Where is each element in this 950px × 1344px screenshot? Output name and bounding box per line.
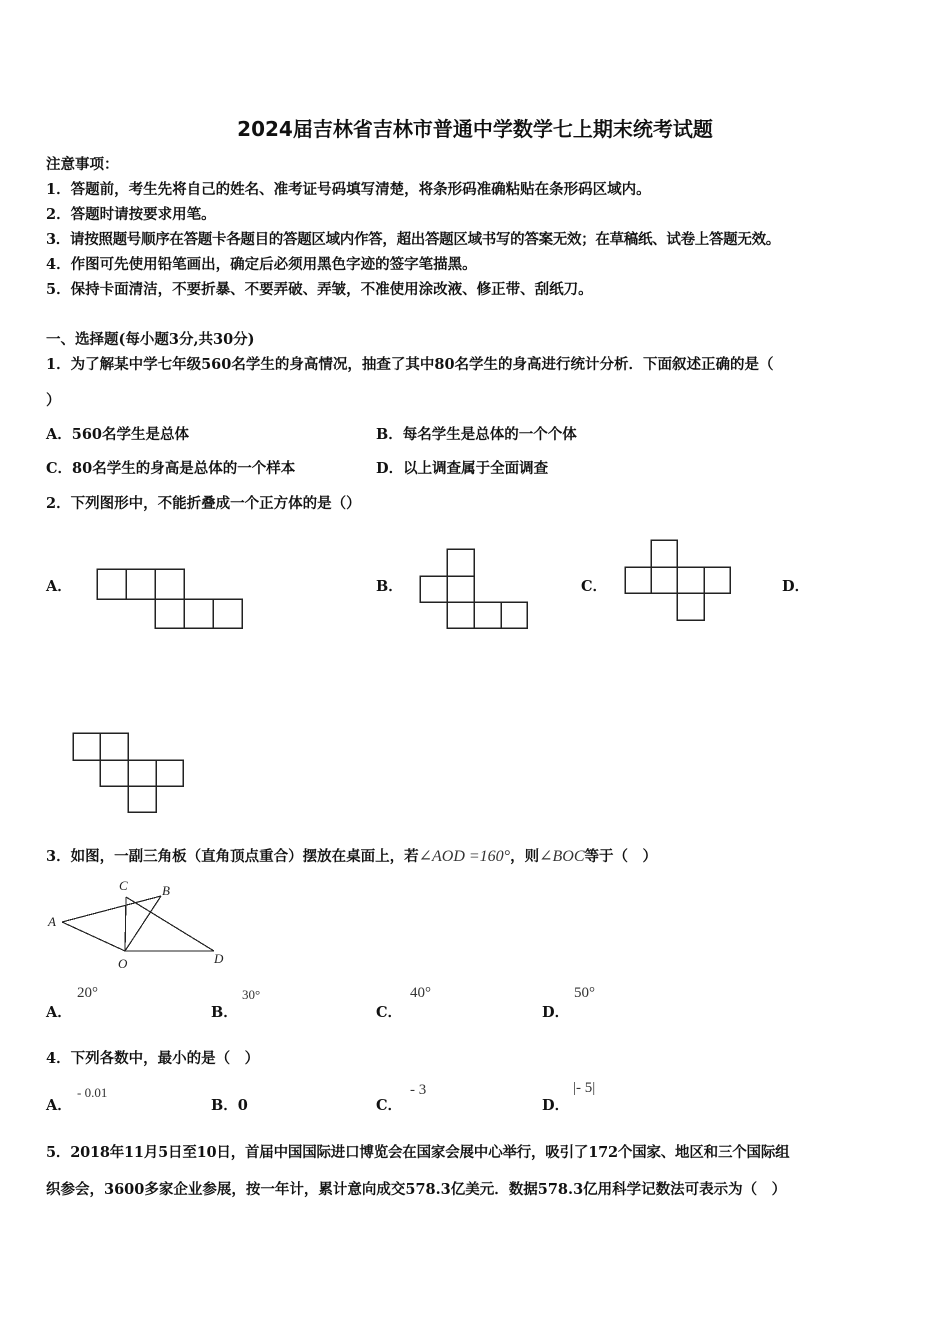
section-heading: 一、选择题(每小题3分,共30分) (46, 331, 255, 348)
cube-net-a-figure (94, 567, 246, 631)
q3-option-d: D． (542, 1004, 570, 1021)
fig-label-o: O (118, 956, 128, 971)
q4-option-c-value: - 3 (410, 1082, 427, 1098)
note-item-3: 3．请按照题号顺序在答题卡各题目的答题区域内作答，超出答题区域书写的答案无效；在草稿纸、试卷上答题无效。 (46, 231, 780, 248)
q3-option-a-value: 20° (77, 985, 98, 1001)
q1-option-d: D．以上调查属于全面调查 (376, 460, 549, 477)
q3-stem (46, 845, 657, 866)
q1-option-b: B．每名学生是总体的一个个体 (376, 426, 577, 443)
q5-line-1: 5．2018年11月5日至10日，首届中国国际进口博览会在国家会展中心举行，吸引了172个国家、地区和三个国际组 (46, 1144, 790, 1161)
q4-option-c: C． (376, 1097, 403, 1114)
note-item-1: 1．答题前，考生先将自己的姓名、准考证号码填写清楚，将条形码准确粘贴在条形码区域内。 (46, 181, 651, 198)
fig-label-d: D (214, 951, 224, 966)
q4-option-a: A． (46, 1097, 72, 1114)
notes-heading: 注意事项： (46, 156, 119, 173)
q2-option-d: D． (782, 578, 810, 595)
q1-stem: 1．为了解某中学七年级560名学生的身高情况，抽查了其中80名学生的身高进行统计分析．下面叙述正确的是（ (46, 356, 774, 373)
q3-option-a: A． (46, 1004, 72, 1021)
cube-net-d-figure (70, 730, 188, 814)
q4-option-a-value: - 0.01 (77, 1085, 108, 1100)
q3-option-c-value: 40° (410, 985, 431, 1001)
q1-option-a: A．560名学生是总体 (46, 426, 190, 443)
q2-option-a: A． (46, 578, 72, 595)
q2-option-c: C． (581, 578, 608, 595)
q5-line-2: 织参会，3600多家企业参展，按一年计，累计意向成交578.3亿美元．数据578.3亿用科学记数法可表示为（ ） (46, 1181, 787, 1198)
q3-angle-aod: ∠AOD =160° (418, 848, 511, 865)
q3-triangle-figure (44, 875, 234, 975)
note-item-5: 5．保持卡面清洁，不要折暴、不要弄破、弄皱，不准使用涂改液、修正带、刮纸刀。 (46, 281, 593, 298)
q4-option-d-value: |- 5| (573, 1080, 596, 1096)
q4-stem: 4．下列各数中，最小的是（ ） (46, 1050, 260, 1067)
q2-option-b: B． (376, 578, 403, 595)
cube-net-b-figure (418, 547, 530, 631)
fig-label-b: B (162, 883, 170, 898)
q1-option-c: C．80名学生的身高是总体的一个样本 (46, 460, 296, 477)
q3-option-b-value: 30° (242, 987, 261, 1002)
q1-stem-end: ） (46, 392, 61, 409)
note-item-2: 2．答题时请按要求用笔。 (46, 206, 216, 223)
q3-option-b: B． (211, 1004, 238, 1021)
cube-net-c-figure (622, 538, 734, 622)
q3-stem-mid: ，则 (510, 848, 540, 865)
q3-option-d-value: 50° (574, 985, 595, 1001)
q3-option-c: C． (376, 1004, 403, 1021)
q3-stem-post: 等于（ ） (584, 848, 657, 865)
fig-label-c: C (119, 878, 128, 893)
q3-stem-pre: 3．如图，一副三角板（直角顶点重合）摆放在桌面上，若 (46, 848, 419, 865)
q3-angle-boc: ∠BOC (539, 848, 585, 865)
note-item-4: 4．作图可先使用铅笔画出，确定后必须用黑色字迹的签字笔描黑。 (46, 256, 477, 273)
fig-label-a: A (48, 914, 56, 929)
page-title: 2024届吉林省吉林市普通中学数学七上期末统考试题 (237, 117, 713, 141)
q4-option-b: B．0 (211, 1097, 248, 1114)
q2-stem: 2．下列图形中，不能折叠成一个正方体的是（） (46, 495, 361, 512)
q4-option-d: D． (542, 1097, 570, 1114)
